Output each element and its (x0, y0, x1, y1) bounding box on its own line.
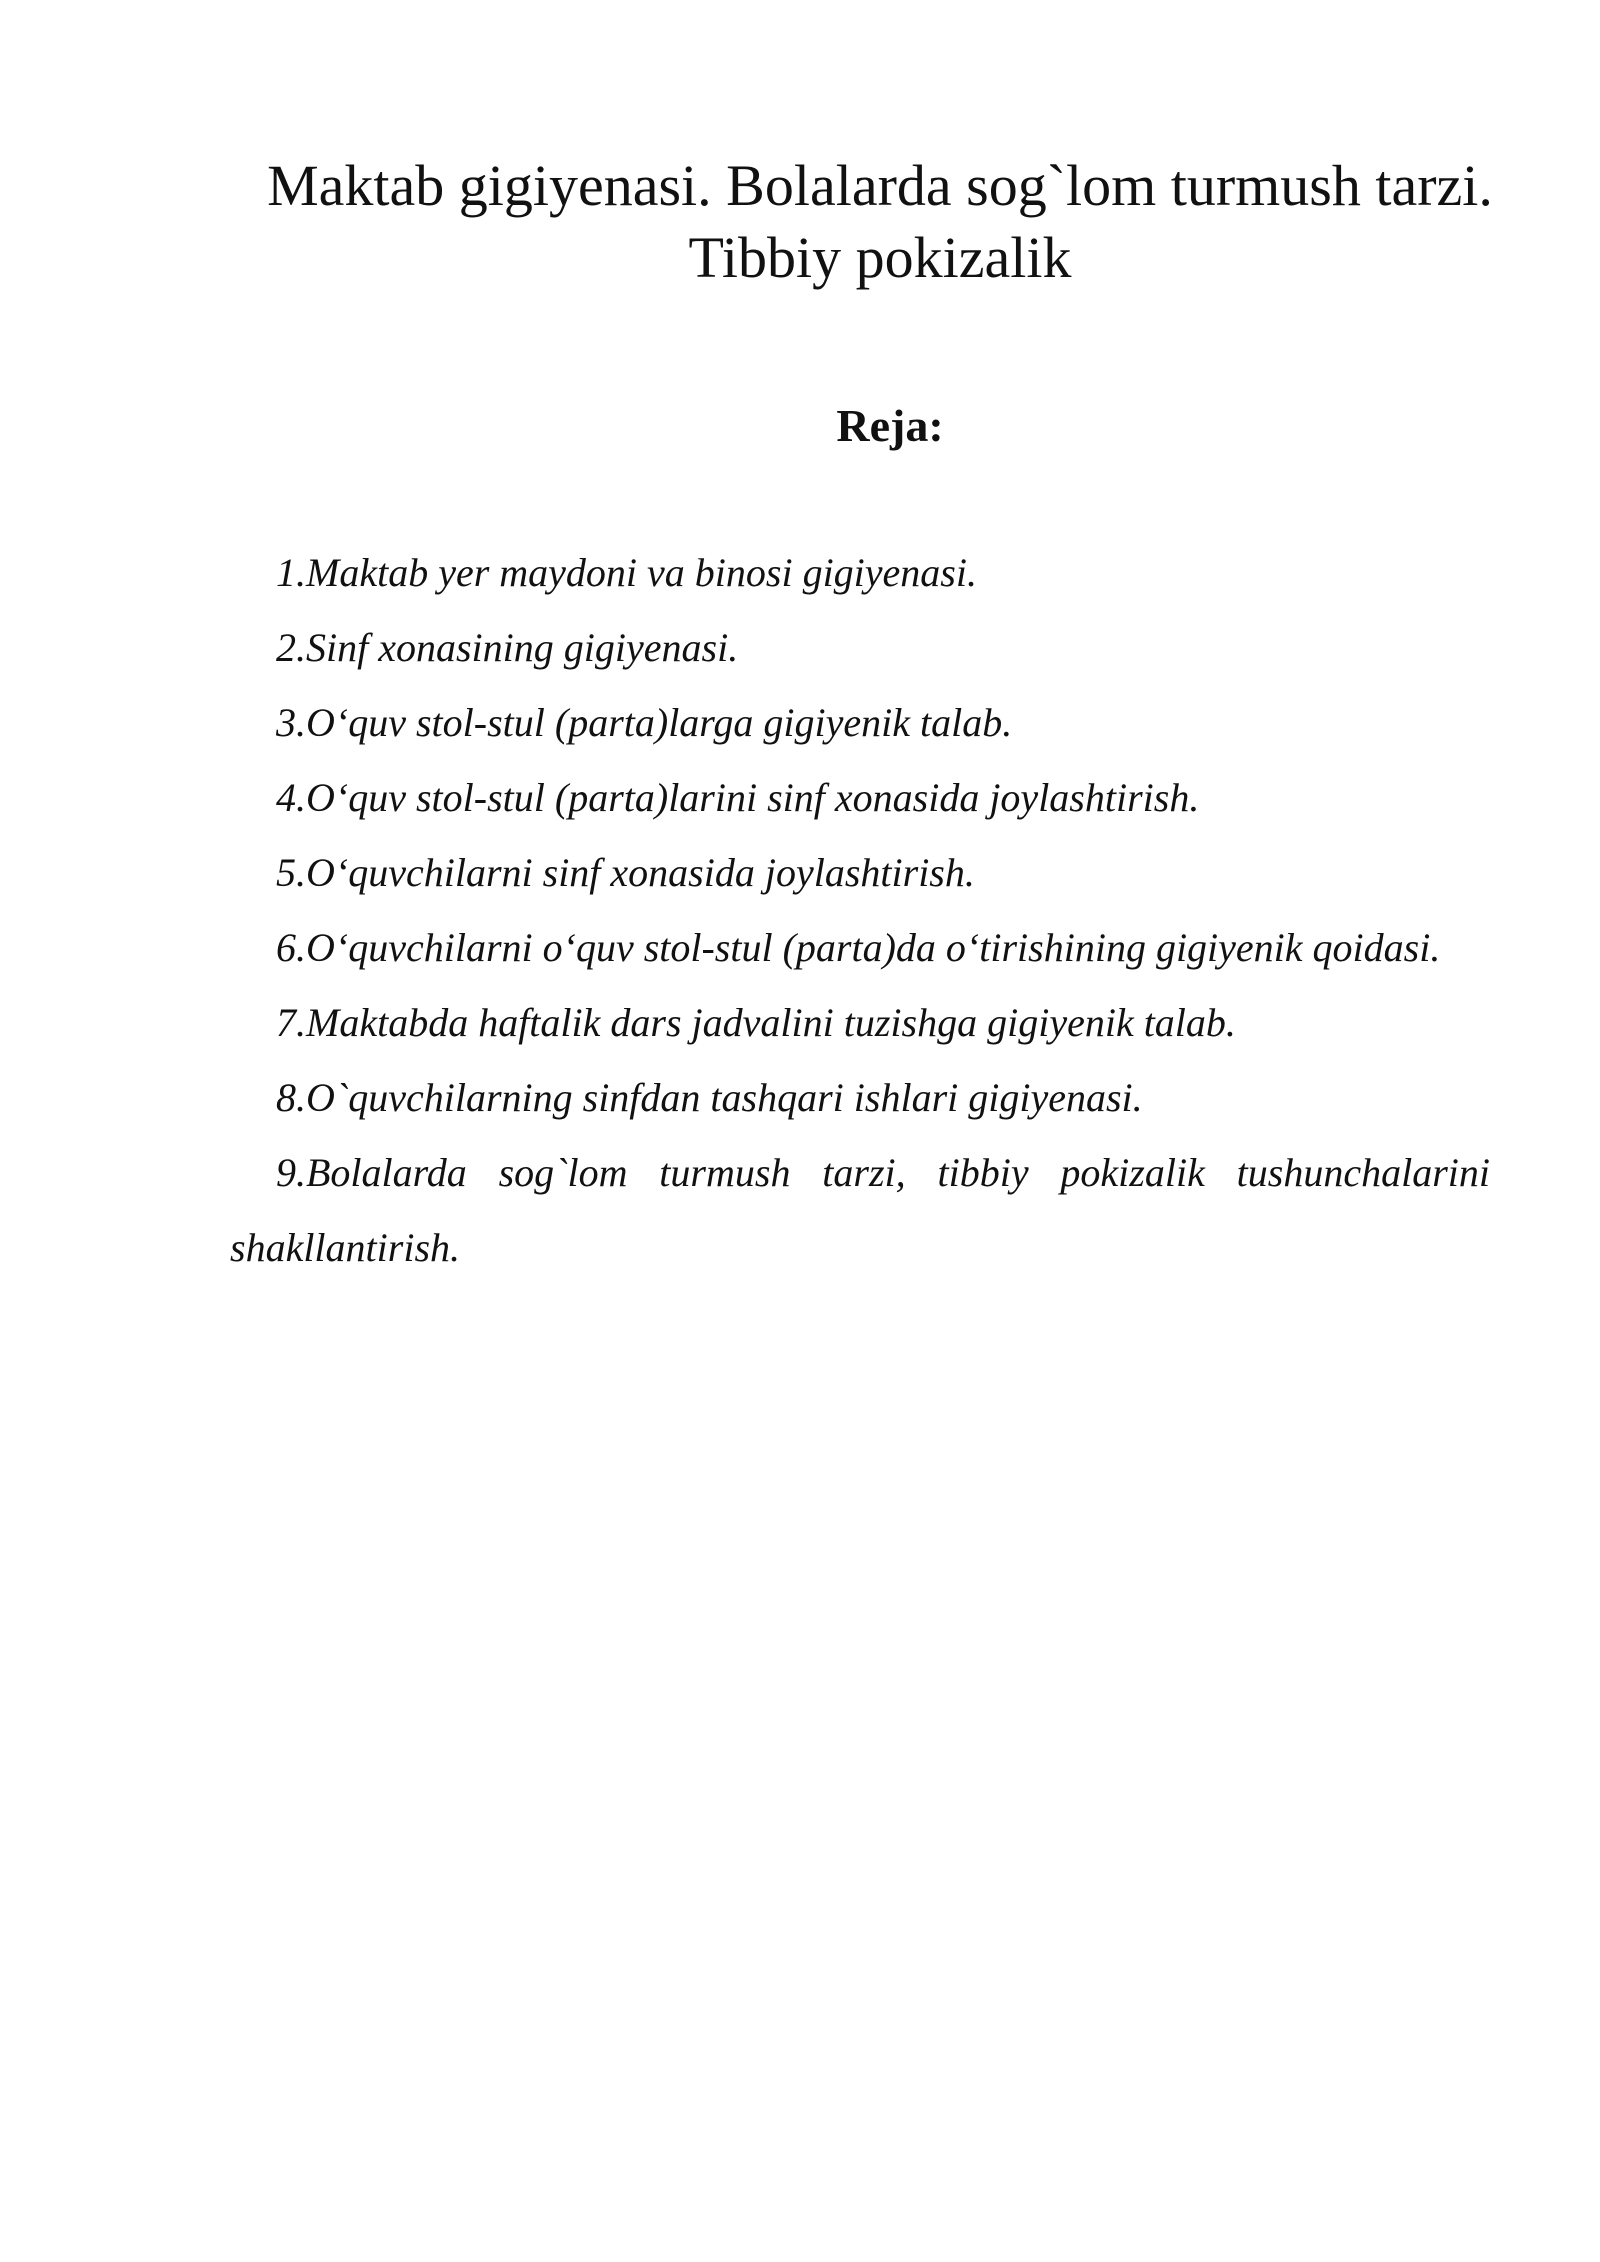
document-title: Maktab gigiyenasi. Bolalarda sog`lom turmush tarzi. Tibbiy pokizalik (267, 153, 1493, 290)
plan-item-8: 8.O`quvchilarning sinfdan tashqari ishlari gigiyenasi. (276, 1075, 1143, 1120)
plan-item-2: 2.Sinf xonasining gigiyenasi. (276, 625, 739, 670)
plan-item-6: 6.O‘quvchilarni o‘quv stol-stul (parta)da o‘tirishining gigiyenik qoidasi. (276, 925, 1441, 970)
plan-item-9: 9.Bolalarda sog`lom turmush tarzi, tibbiy pokizalik tushunchalarini shakllantirish. (230, 1150, 1490, 1270)
plan-item-1: 1.Maktab yer maydoni va binosi gigiyenasi. (276, 550, 977, 595)
plan-item-7: 7.Maktabda haftalik dars jadvalini tuzishga gigiyenik talab. (276, 1000, 1236, 1045)
plan-item-5: 5.O‘quvchilarni sinf xonasida joylashtirish. (276, 850, 975, 895)
plan-item-4: 4.O‘quv stol-stul (parta)larini sinf xonasida joylashtirish. (276, 775, 1200, 820)
plan-list (230, 535, 1490, 1285)
plan-heading: Reja: (836, 400, 944, 451)
plan-item-3: 3.O‘quv stol-stul (parta)larga gigiyenik talab. (276, 700, 1013, 745)
